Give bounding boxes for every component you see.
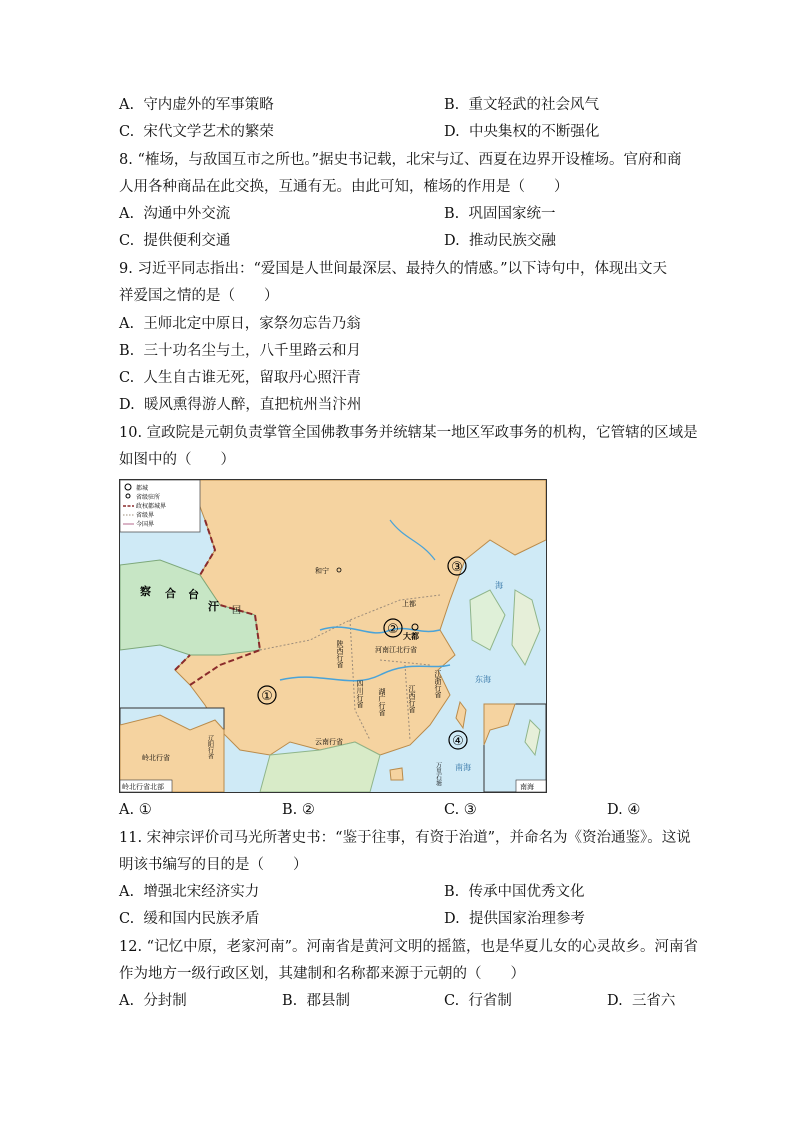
q11-stem-line2: 明该书编写的目的是（ ） [119, 857, 308, 873]
q12-stem-line1: 12. “记忆中原，老家河南”。河南省是黄河文明的摇篮，也是华夏儿女的心灵故乡。河南省 [119, 939, 698, 955]
label-chagatai-3: 台 [188, 588, 199, 601]
marker-3[interactable]: ③ [451, 560, 463, 575]
q7-option-c[interactable]: C. 宋代文学艺术的繁荣 [119, 124, 274, 140]
q10-stem-line2: 如图中的（ ） [119, 452, 235, 468]
label-chagatai-2: 合 [165, 587, 176, 600]
q8-option-b[interactable]: B. 巩固国家统一 [444, 206, 556, 222]
taiwan-island [456, 702, 466, 728]
japan-region [512, 590, 540, 665]
label-sea: 海 [495, 581, 503, 590]
inset-lingbei-label: 岭北行省 [142, 754, 170, 762]
q9-option-d[interactable]: D. 暖风熏得游人醉，直把杭州当汴州 [119, 397, 362, 413]
label-hening: 和宁 [315, 567, 329, 575]
q7-option-d[interactable]: D. 中央集权的不断强化 [444, 124, 600, 140]
inset-nanhai-caption: 南海 [520, 783, 534, 791]
legend-national: 今国界 [136, 521, 155, 528]
q11-stem-line1: 11. 宋神宗评价司马光所著史书：“鉴于往事，有资于治道”，并命名为《资治通鉴》。这说 [119, 830, 691, 846]
q7-option-b[interactable]: B. 重文轻武的社会风气 [444, 97, 599, 113]
q12-option-d[interactable]: D. 三省六 [607, 993, 676, 1009]
q12-option-a[interactable]: A. 分封制 [119, 993, 187, 1009]
q8-option-a[interactable]: A. 沟通中外交流 [119, 206, 231, 222]
q10-option-d[interactable]: D. ④ [607, 802, 641, 818]
q10-stem-line1: 10. 宣政院是元朝负责掌管全国佛教事务并统辖某一地区军政事务的机构，它管辖的区域是 [119, 425, 698, 441]
q9-option-b[interactable]: B. 三十功名尘与土，八千里路云和月 [119, 343, 361, 359]
label-donghai: 东海 [475, 675, 491, 684]
q7-option-a[interactable]: A. 守内虚外的军事策略 [119, 97, 274, 113]
label-henan: 河南江北行省 [375, 646, 417, 654]
q8-option-c[interactable]: C. 提供便利交通 [119, 233, 231, 249]
q9-stem-line1: 9. 习近平同志指出：“爱国是人世间最深层、最持久的情感。”以下诗句中，体现出文天 [119, 261, 668, 277]
marker-4[interactable]: ④ [452, 734, 464, 749]
q9-option-a[interactable]: A. 王师北定中原日，家祭勿忘告乃翁 [119, 316, 361, 332]
inset-liaoyang-label: 辽阳行省 [206, 735, 214, 759]
label-jiangzhe: 江浙行省 [434, 670, 442, 698]
marker-2[interactable]: ② [387, 622, 399, 637]
q8-stem-line1: 8. “榷场，与敌国互市之所也。”据史书记载，北宋与辽、西夏在边界开设榷场。官府和商 [119, 152, 682, 168]
q10-option-b[interactable]: B. ② [282, 802, 315, 818]
label-yunnan: 云南行省 [315, 738, 343, 746]
label-chagatai-5: 国 [232, 606, 242, 616]
label-huguang: 湖广行省 [378, 688, 386, 716]
q10-option-a[interactable]: A. ① [119, 802, 152, 818]
legend-capital: 都城 [136, 485, 149, 492]
label-sichuan: 四川行省 [356, 680, 364, 708]
hainan-island [390, 768, 403, 780]
q11-option-d[interactable]: D. 提供国家治理参考 [444, 911, 585, 927]
legend-province: 省级界 [136, 512, 155, 519]
q9-option-c[interactable]: C. 人生自古谁无死，留取丹心照汗青 [119, 370, 361, 386]
marker-1[interactable]: ① [261, 689, 273, 704]
label-wanli: 万里石塘 [434, 762, 442, 786]
label-dadu: 大都 [403, 632, 419, 641]
label-chagatai-4: 汗 [208, 600, 219, 613]
yuan-territory-map [119, 479, 547, 793]
q8-stem-line2: 人用各种商品在此交换，互通有无。由此可知，榷场的作用是（ ） [119, 179, 569, 195]
q11-option-c[interactable]: C. 缓和国内民族矛盾 [119, 911, 260, 927]
inset-caption: 岭北行省北部 [122, 783, 164, 791]
legend-regime: 政权都城界 [136, 503, 167, 510]
q12-option-c[interactable]: C. 行省制 [444, 993, 512, 1009]
label-shaanxi: 陕西行省 [336, 640, 344, 668]
q12-option-b[interactable]: B. 郡县制 [282, 993, 350, 1009]
q11-option-a[interactable]: A. 增强北宋经济实力 [119, 884, 260, 900]
q10-option-c[interactable]: C. ③ [444, 802, 477, 818]
korea-region [470, 590, 505, 650]
q12-stem-line2: 作为地方一级行政区划，其建制和名称都来源于元朝的（ ） [119, 966, 525, 982]
q11-option-b[interactable]: B. 传承中国优秀文化 [444, 884, 585, 900]
label-nanhai-sea: 南海 [455, 763, 471, 772]
label-shangdu: 上都 [402, 600, 416, 608]
label-chagatai-1: 察 [140, 585, 151, 598]
legend-seat: 省级驻所 [136, 494, 161, 501]
q9-stem-line2: 祥爱国之情的是（ ） [119, 288, 279, 304]
map-canvas [120, 480, 546, 792]
label-jiangxi: 江西行省 [408, 685, 416, 713]
q8-option-d[interactable]: D. 推动民族交融 [444, 233, 556, 249]
